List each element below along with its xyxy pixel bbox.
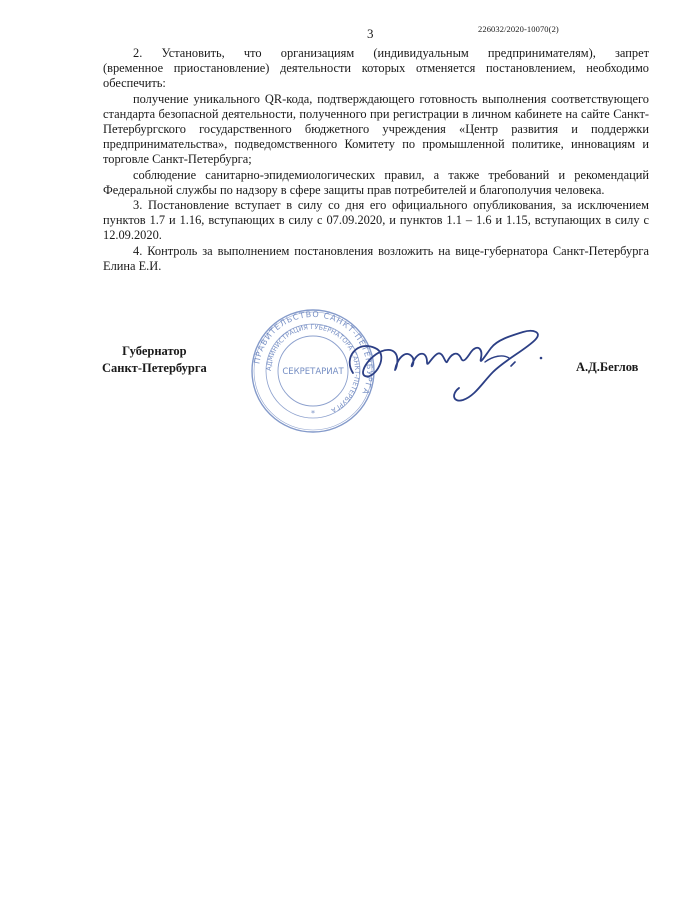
paragraph-2: (временное приостановление) деятельности которых отменяется постановлением, необходимо обеспечить: <box>103 61 649 91</box>
handwritten-signature <box>335 318 555 408</box>
seal-inner-text: АДМИНИСТРАЦИЯ ГУБЕРНАТОРА САНКТ-ПЕТЕРБУРГА <box>264 322 362 415</box>
signer-name: А.Д.Беглов <box>576 360 639 374</box>
seal-center-text: СЕКРЕТАРИАТ <box>282 367 344 377</box>
seal-star-icon: * <box>311 409 315 418</box>
paragraph-2-item-sanitary: соблюдение санитарно-эпидемиологических правил, а также требований и рекомендаций Федеральной службы по надзору в сфере защиты прав потребителей и благополучия человека. <box>103 167 649 197</box>
signer-position-line1: Губернатор <box>122 344 187 358</box>
paragraph-3: 3. Постановление вступает в силу со дня его официального опубликования, за исключением пунктов 1.7 и 1.16, вступающих в силу с 07.09.2020, и пунктов 1.1 – 1.6 и 1.15, вступающих в силу с 12.09.2020. <box>103 198 649 243</box>
signer-position-line2: Санкт-Петербурга <box>102 361 207 375</box>
document-body <box>103 46 649 274</box>
document-reference: 226032/2020-10070(2) <box>478 24 559 34</box>
page-number: 3 <box>367 26 374 41</box>
paragraph-4: 4. Контроль за выполнением постановления возложить на вице-губернатора Санкт-Петербурга Елина Е.И. <box>103 243 649 273</box>
paragraph-2-first-line: 2. Установить, что организациям (индивидуальным предпринимателям), запрет <box>133 46 649 60</box>
signer-position <box>102 343 207 377</box>
paragraph-2-item-qr: получение уникального QR-кода, подтверждающего готовность выполнения соответствующего стандарта безопасной деятельности, полученного при регистрации в личном кабинете на сайте Санкт-Петербургского государственного бюджетного учреждения «Центр развития и поддержки предпринимательства», подведомственного Комитету по промышленной политике, инновациям и торговле Санкт-Петербурга; <box>103 91 649 167</box>
seal-outer-text: ПРАВИТЕЛЬСТВО САНКТ-ПЕТЕРБУРГА <box>252 309 375 397</box>
